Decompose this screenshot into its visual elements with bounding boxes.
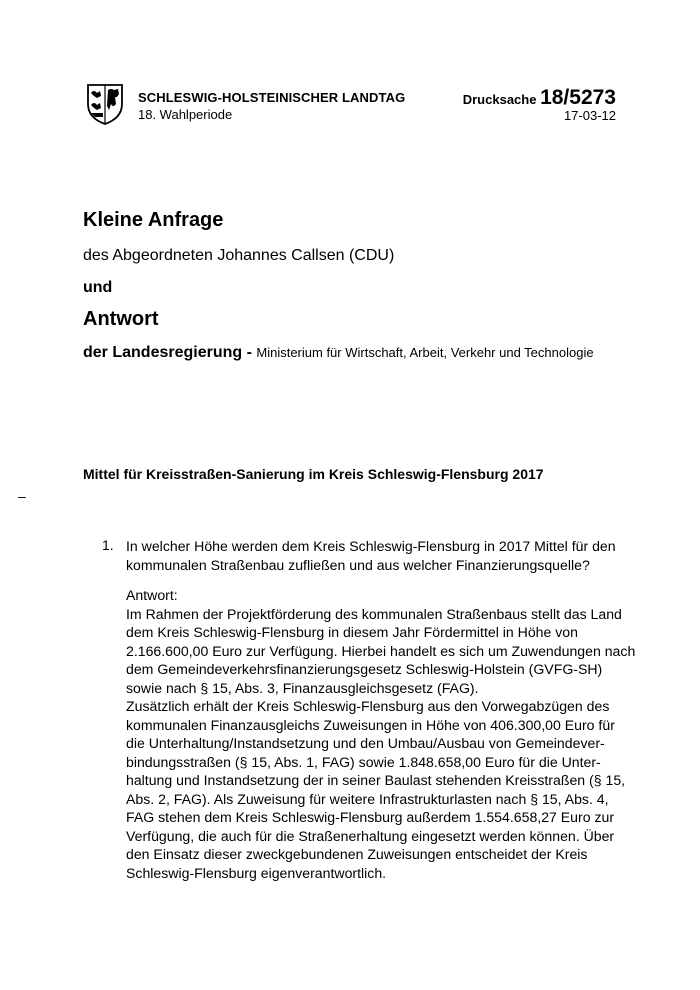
- und-line: und: [83, 279, 113, 296]
- drucksache-label: Drucksache: [462, 92, 537, 107]
- margin-mark: –: [18, 488, 26, 504]
- legislative-period: 18. Wahlperiode: [138, 107, 233, 122]
- heading-antwort: Antwort: [83, 308, 159, 330]
- document-date: 17-03-12: [563, 108, 616, 123]
- question-number: 1.: [102, 537, 114, 553]
- answer-block: [126, 586, 636, 882]
- answer-paragraph-2: Zusätzlich erhält der Kreis Schleswig-Flensburg aus den Vorwegabzügen des kommunalen Finanzausgleichs Zuweisungen in Höhe von 406.300,00 Euro für die Unterhaltung/Instandsetzung und den Umbau/Ausbau von Gemeindever-bindungsstraßen (§ 15, Abs. 1, FAG) sowie 1.848.658,00 Euro für die Unter-haltung und Instandsetzung der in seiner Baulast stehenden Kreisstraßen (§ 15, Abs. 2, FAG). Als Zuweisung für weitere Infrastrukturlasten nach § 15, Abs. 4, FAG stehen dem Kreis Schleswig-Flensburg außerdem 1.554.658,27 Euro zur Verfügung, die auch für die Straßenerhaltung eingesetzt werden können. Über den Einsatz dieser zweckgebundenen Zuweisungen entscheidet der Kreis Schleswig-Flensburg eigenverantwortlich.: [126, 698, 626, 881]
- question-text: In welcher Höhe werden dem Kreis Schleswig-Flensburg in 2017 Mittel für den kommunalen Straßenbau zufließen und aus welcher Finanzierungsquelle?: [126, 538, 616, 573]
- drucksache-reference: [463, 86, 616, 110]
- subject-line: Mittel für Kreisstraßen-Sanierung im Kreis Schleswig-Flensburg 2017: [83, 466, 544, 482]
- drucksache-number: 18/5273: [540, 86, 616, 109]
- coat-of-arms-logo: [85, 82, 125, 126]
- answer-paragraph-1: Im Rahmen der Projektförderung des kommunalen Straßenbaus stellt das Land dem Kreis Schleswig-Flensburg in diesem Jahr Fördermittel in Höhe von 2.166.600,00 Euro zur Verfügung. Hierbei handelt es sich um Zuwendungen nach dem Gemeindeverkehrsfinanzierungsgesetz Schleswig-Holstein (GVFG-SH) sowie nach § 15, Abs. 3, Finanzausgleichsgesetz (FAG).: [126, 605, 636, 696]
- author-line: des Abgeordneten Johannes Callsen (CDU): [83, 247, 395, 264]
- government-line: [83, 344, 594, 362]
- ministry-name: Ministerium für Wirtschaft, Arbeit, Verkehr und Technologie: [256, 345, 594, 360]
- heading-kleine-anfrage: Kleine Anfrage: [83, 209, 224, 231]
- answer-label: Antwort:: [126, 587, 178, 603]
- government-label: der Landesregierung -: [83, 344, 257, 361]
- parliament-name: SCHLESWIG-HOLSTEINISCHER LANDTAG: [138, 90, 406, 105]
